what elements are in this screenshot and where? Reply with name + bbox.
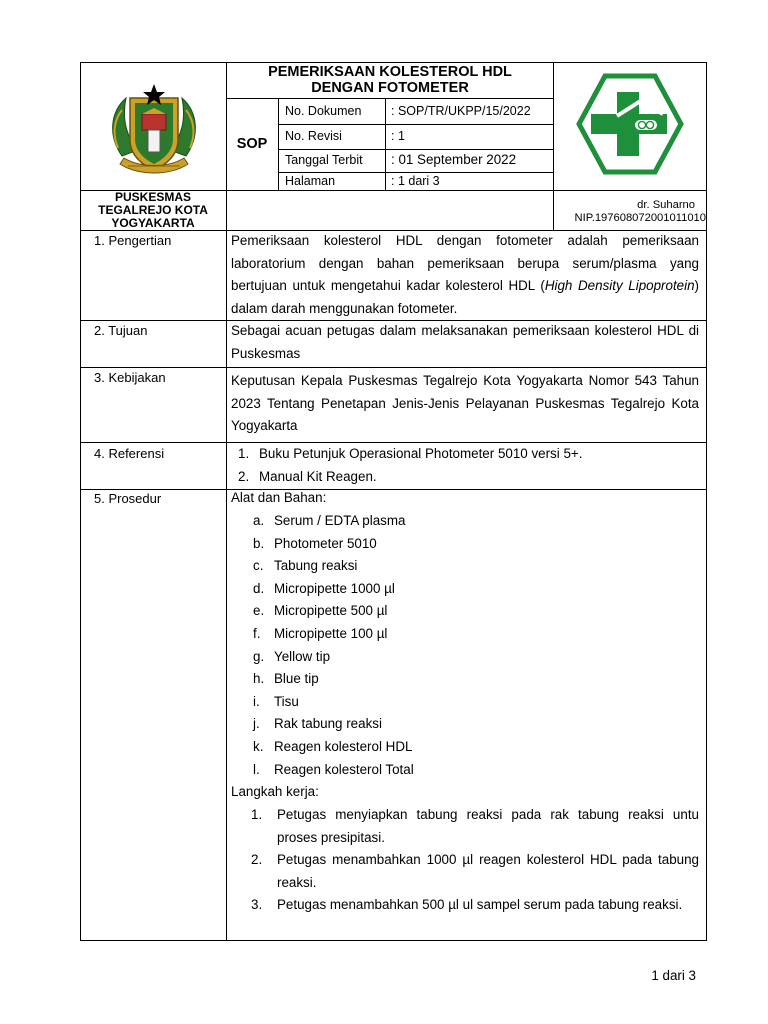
langkah-heading: Langkah kerja: [231,784,319,799]
organization-name [80,191,226,230]
document-title [226,64,554,96]
yogyakarta-emblem-icon [104,78,204,185]
section-label-kebijakan: 3. Kebijakan [94,370,166,385]
section-text-kebijakan: Keputusan Kepala Puskesmas Tegalrejo Kota Yogyakarta Nomor 543 Tahun 2023 Tentang Penetapan Jenis-Jenis Pelayanan Puskesmas Tegalrejo Kota Yogyakarta [231,373,699,434]
org-line-1: PUSKESMAS [114,190,191,204]
title-line-1: PEMERIKSAAN KOLESTEROL HDL [268,64,512,80]
list-item: 2. Manual Kit Reagen. [238,468,377,484]
list-item: h. Blue tip [253,671,319,687]
signer-nip: NIP.197608072001011010 [574,212,706,224]
meta-label-no-revisi: No. Revisi [285,129,342,143]
list-item: l. Reagen kolesterol Total [253,761,414,777]
list-item: f. Micropipette 100 µl [253,625,388,641]
section-label-tujuan: 2. Tujuan [94,323,148,338]
meta-label-no-dokumen: No. Dokumen [285,104,362,118]
list-item: a. Serum / EDTA plasma [253,513,406,528]
meta-label-tanggal-terbit: Tanggal Terbit [285,153,363,167]
signer-name: dr. Suharno [637,199,695,211]
langkah-list [251,804,699,917]
meta-value-halaman: : 1 dari 3 [391,174,440,188]
list-item: d. Micropipette 1000 µl [253,580,395,596]
section-text-pengertian: Pemeriksaan kolesterol HDL dengan fotometer adalah pemeriksaan laboratorium dengan bahan pemeriksaan berupa serum/plasma yang bertujuan untuk mengetahui kadar kolesterol HDL (High Density Lipoprotein) dalam darah menggunakan fotometer. [231,233,699,316]
meta-value-tanggal-terbit: : 01 September 2022 [391,152,517,167]
list-item: i. Tisu [253,693,299,709]
section-label-referensi: 4. Referensi [94,446,165,461]
title-line-2: DENGAN FOTOMETER [311,80,469,96]
meta-value-no-revisi: : 1 [391,129,405,143]
signer-block [553,199,706,225]
puskesmas-logo-icon [575,72,685,181]
list-item: c. Tabung reaksi [253,558,358,574]
list-item: 1. Petugas menyiapkan tabung reaksi pada rak tabung reaksi untu proses presipitasi. [251,807,699,845]
alat-heading: Alat dan Bahan: [231,490,327,505]
list-item: e. Micropipette 500 µl [253,603,388,619]
list-item: 1. Buku Petunjuk Operasional Photometer 5010 versi 5+. [238,446,583,461]
org-line-3: YOGYAKARTA [111,216,195,230]
list-item: 2. Petugas menambahkan 1000 µl reagen kolesterol HDL pada tabung reaksi. [251,852,699,890]
list-item: 3. Petugas menambahkan 500 µl ul sampel serum pada tabung reaksi. [251,897,683,913]
meta-label-halaman: Halaman [285,174,336,188]
section-label-pengertian: 1. Pengertian [94,233,172,248]
alat-list [253,510,693,781]
section-text-tujuan: Sebagai acuan petugas dalam melaksanakan pemeriksaan kolesterol HDL di Puskesmas [231,323,699,361]
list-item: j. Rak tabung reaksi [253,716,382,732]
sop-label: SOP [236,136,268,152]
section-label-prosedur: 5. Prosedur [94,491,162,506]
referensi-list [238,443,698,488]
meta-value-no-dokumen: : SOP/TR/UKPP/15/2022 [391,104,531,118]
list-item: g. Yellow tip [253,648,331,664]
page-number: 1 dari 3 [651,968,696,983]
list-item: k. Reagen kolesterol HDL [253,738,413,754]
list-item: b. Photometer 5010 [253,535,377,551]
org-line-2: TEGALREJO KOTA [98,203,208,217]
